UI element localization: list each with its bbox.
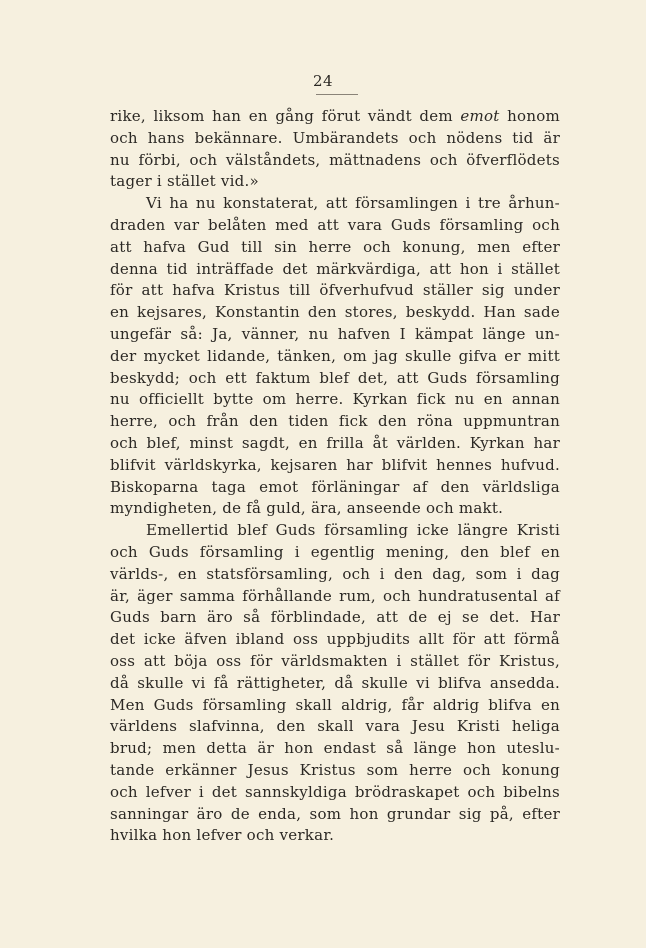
text-line: blifvit världskyrka, kejsaren har blifvit hennes hufvud. xyxy=(110,455,560,474)
text-line: en kejsares, Konstantin den stores, beskydd. Han sade xyxy=(110,303,560,322)
text-line: denna tid inträffade det märkvärdiga, att hon i stället xyxy=(110,259,560,278)
text-line: det icke äfven ibland oss uppbjudits allt för att förmå xyxy=(110,630,560,649)
text-line: hvilka hon lefver och verkar. xyxy=(110,826,335,845)
text-line: världs-, en statsförsamling, och i den dag, som i dag xyxy=(110,564,560,583)
text-line: myndigheten, de få guld, ära, anseende och makt. xyxy=(110,499,504,518)
text-line: beskydd; och ett faktum blef det, att Guds församling xyxy=(110,368,560,387)
text-line: och Guds församling i egentlig mening, den blef en xyxy=(110,542,560,561)
text-line: tager i stället vid.» xyxy=(110,172,259,191)
text-line: brud; men detta är hon endast så länge hon uteslu- xyxy=(110,739,560,758)
text-line: och blef, minst sagdt, en frilla åt världen. Kyrkan har xyxy=(110,433,560,452)
text-line: draden var belåten med att vara Guds församling och xyxy=(110,215,560,234)
text-line: världens slafvinna, den skall vara Jesu Kristi heliga xyxy=(110,717,560,736)
text-line: och hans bekännare. Umbärandets och nödens tid är xyxy=(110,128,560,147)
text-line: då skulle vi få rättigheter, då skulle vi blifva ansedda. xyxy=(110,673,560,692)
text-line: Men Guds församling skall aldrig, får aldrig blifva en xyxy=(110,695,560,714)
text-line: tande erkänner Jesus Kristus som herre och konung xyxy=(110,760,560,779)
text-line: nu förbi, och välståndets, mättnadens och öfverflödets xyxy=(110,150,560,169)
text-line: nu officiellt bytte om herre. Kyrkan fick nu en annan xyxy=(110,390,560,409)
text-line: herre, och från den tiden fick den röna uppmuntran xyxy=(110,412,560,431)
page-number: 24 xyxy=(312,72,334,90)
page-number-rule xyxy=(316,94,358,95)
text-line: och lefver i det sannskyldiga brödraskapet och bibelns xyxy=(110,782,560,801)
body-text xyxy=(110,106,560,847)
emphasized-word: emot xyxy=(460,107,500,125)
text-line: rike, liksom han en gång förut vändt dem emot honom xyxy=(110,107,560,125)
text-line: är, äger samma förhållande rum, och hundratusental af xyxy=(110,586,560,605)
text-line: Guds barn äro så förblindade, att de ej se det. Har xyxy=(110,608,560,627)
text-line: Emellertid blef Guds församling icke längre Kristi xyxy=(146,521,560,540)
text-line: sanningar äro de enda, som hon grundar sig på, efter xyxy=(110,804,560,823)
text-line: att hafva Gud till sin herre och konung, men efter xyxy=(110,237,560,256)
text-line: Vi ha nu konstaterat, att församlingen i tre århun- xyxy=(146,194,560,213)
text-line: för att hafva Kristus till öfverhufvud ställer sig under xyxy=(110,281,560,300)
text-line: ungefär så: Ja, vänner, nu hafven I kämpat länge un- xyxy=(110,324,560,343)
text-line: Biskoparna taga emot förläningar af den världsliga xyxy=(110,477,560,496)
text-line: der mycket lidande, tänken, om jag skulle gifva er mitt xyxy=(110,346,560,365)
text-line: oss att böja oss för världsmakten i stället för Kristus, xyxy=(110,651,560,670)
